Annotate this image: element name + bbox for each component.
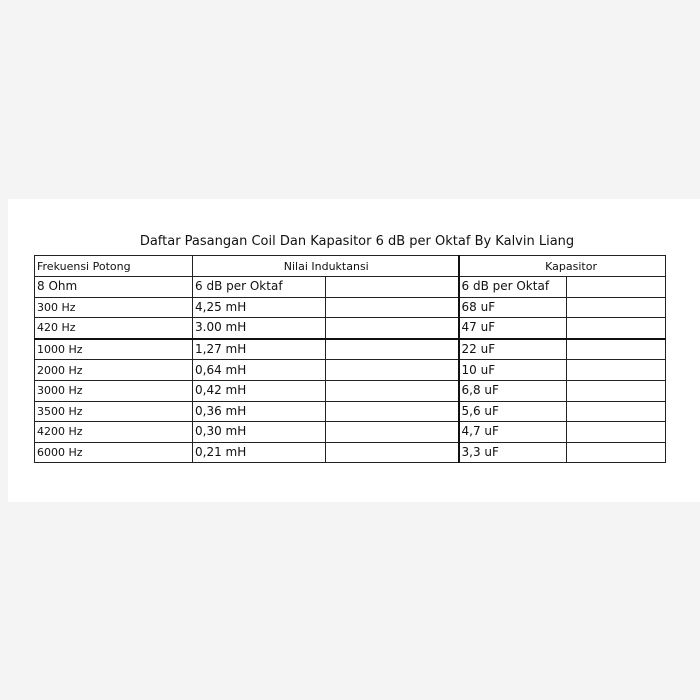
table-header-row — [35, 256, 666, 277]
header-frequency: Frekuensi Potong — [35, 256, 193, 277]
cell-empty — [567, 277, 666, 298]
table-title: Daftar Pasangan Coil Dan Kapasitor 6 dB per Oktaf By Kalvin Liang — [139, 234, 575, 249]
table-row — [35, 318, 666, 339]
cell-empty — [567, 318, 666, 339]
cell-empty — [326, 318, 459, 339]
cell-inductance: 0,64 mH — [193, 360, 326, 381]
cell-empty — [567, 339, 666, 360]
table-row — [35, 277, 666, 298]
table-row — [35, 360, 666, 381]
cell-frequency: 2000 Hz — [35, 360, 193, 381]
cell-empty — [567, 442, 666, 463]
table-row — [35, 297, 666, 318]
cell-capacitor: 5,6 uF — [459, 401, 567, 422]
cell-empty — [326, 360, 459, 381]
cell-empty — [326, 380, 459, 401]
cell-frequency: 3000 Hz — [35, 380, 193, 401]
cell-empty — [567, 380, 666, 401]
cell-frequency: 8 Ohm — [35, 277, 193, 298]
cell-capacitor: 68 uF — [459, 297, 567, 318]
cell-capacitor: 4,7 uF — [459, 422, 567, 443]
cell-inductance: 4,25 mH — [193, 297, 326, 318]
cell-empty — [326, 442, 459, 463]
cell-empty — [567, 401, 666, 422]
cell-empty — [567, 297, 666, 318]
table-row — [35, 442, 666, 463]
cell-frequency: 6000 Hz — [35, 442, 193, 463]
cell-frequency: 4200 Hz — [35, 422, 193, 443]
header-capacitor: Kapasitor — [459, 256, 666, 277]
table-row — [35, 422, 666, 443]
table-row — [35, 401, 666, 422]
cell-empty — [567, 422, 666, 443]
cell-capacitor: 10 uF — [459, 360, 567, 381]
cell-inductance: 0,21 mH — [193, 442, 326, 463]
cell-capacitor: 22 uF — [459, 339, 567, 360]
table-row — [35, 380, 666, 401]
cell-inductance: 0,36 mH — [193, 401, 326, 422]
cell-inductance: 6 dB per Oktaf — [193, 277, 326, 298]
coil-capacitor-table — [34, 255, 666, 463]
cell-empty — [326, 401, 459, 422]
cell-frequency: 1000 Hz — [35, 339, 193, 360]
table-row — [35, 339, 666, 360]
cell-capacitor: 6,8 uF — [459, 380, 567, 401]
cell-inductance: 0,42 mH — [193, 380, 326, 401]
cell-empty — [567, 360, 666, 381]
cell-frequency: 3500 Hz — [35, 401, 193, 422]
cell-empty — [326, 277, 459, 298]
cell-capacitor: 6 dB per Oktaf — [459, 277, 567, 298]
cell-inductance: 0,30 mH — [193, 422, 326, 443]
cell-inductance: 1,27 mH — [193, 339, 326, 360]
header-inductance: Nilai Induktansi — [193, 256, 459, 277]
cell-frequency: 420 Hz — [35, 318, 193, 339]
cell-frequency: 300 Hz — [35, 297, 193, 318]
cell-empty — [326, 422, 459, 443]
cell-empty — [326, 339, 459, 360]
cell-empty — [326, 297, 459, 318]
cell-capacitor: 3,3 uF — [459, 442, 567, 463]
cell-inductance: 3.00 mH — [193, 318, 326, 339]
cell-capacitor: 47 uF — [459, 318, 567, 339]
